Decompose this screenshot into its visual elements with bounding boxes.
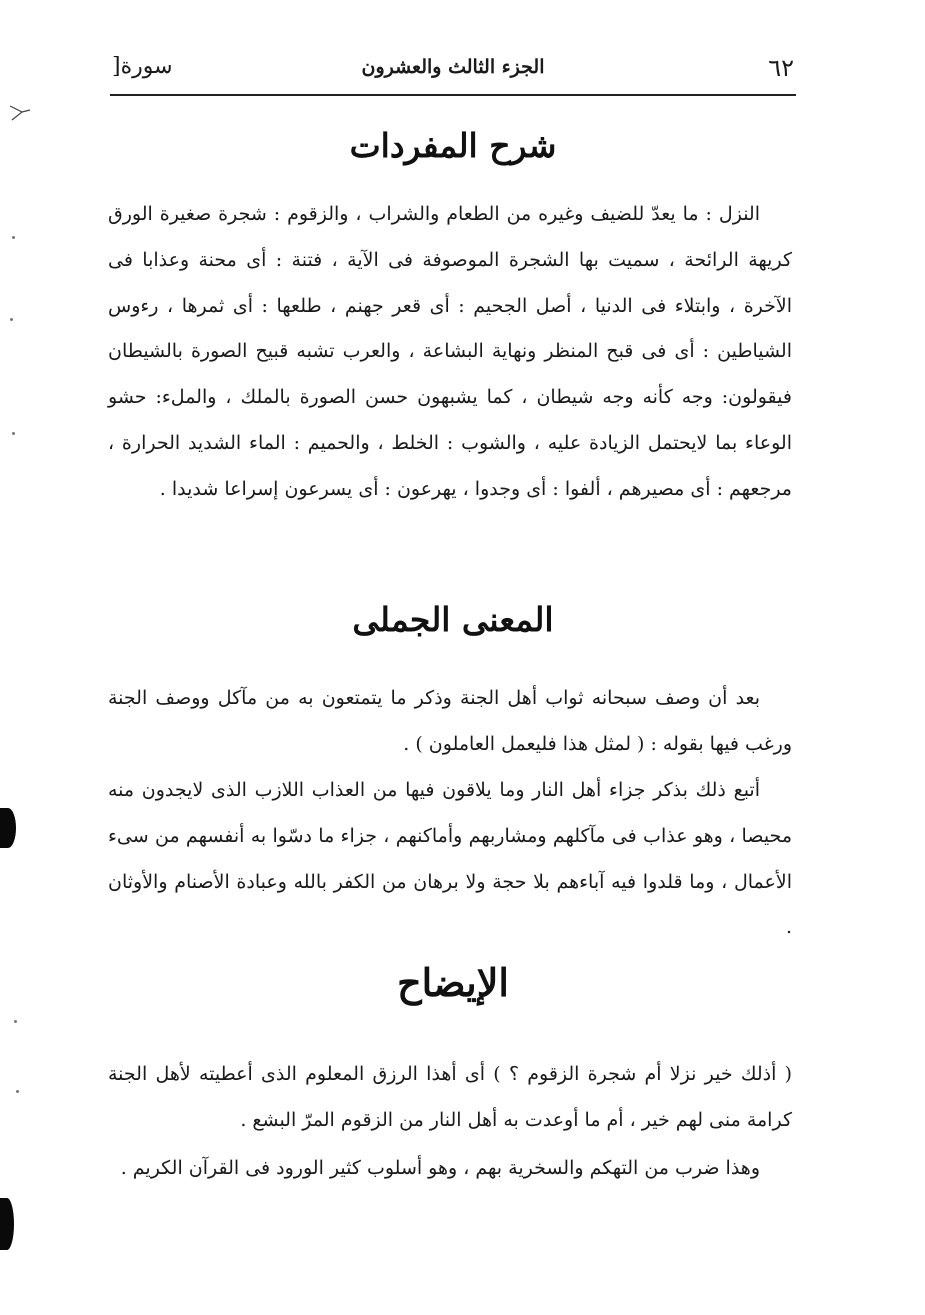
explanation-paragraph-1: ( أذلك خير نزلا أم شجرة الزقوم ؟ ) أى أهذا الرزق المعلوم الذى أعطيته لأهل الجنة كرامة منى لهم خير ، أم ما أوعدت به أهل النار من الزقوم المرّ البشع .: [108, 1063, 792, 1131]
scan-speck: [16, 1090, 19, 1093]
section-title-vocabulary: شرح المفردات: [349, 126, 557, 165]
page-number: ٦٢: [768, 54, 794, 82]
surah-label-group: [112, 54, 173, 79]
scan-speck: [12, 236, 15, 239]
section-title-general-meaning: المعنى الجملى: [352, 600, 554, 639]
vocabulary-paragraph: النزل : ما يعدّ للضيف وغيره من الطعام والشراب ، والزقوم : شجرة صغيرة الورق كريهة الرائحة ، سميت بها الشجرة الموصوفة فى الآية ، فتنة : أى محنة وعذابا فى الآخرة ، وابتلاء فى الدنيا ، أصل الجحيم : أى قعر جهنم ، طلعها : أى ثمرها ، رءوس الشياطين : أى فى قبح المنظر ونهاية البشاعة ، والعرب تشبه قبيح الصورة بالشيطان فيقولون: وجه كأنه وجه شيطان ، كما يشبهون حسن الصورة بالملك ، والملء: حشو الوعاء بما لايحتمل الزيادة عليه ، والشوب : الخلط ، والحميم : الماء الشديد الحرارة ، مرجعهم : أى مصيرهم ، ألفوا : أى وجدوا ، يهرعون : أى يسرعون إسراعا شديدا .: [108, 203, 793, 500]
part-title: الجزء الثالث والعشرون: [361, 56, 545, 78]
general-meaning-paragraph-1: بعد أن وصف سبحانه ثواب أهل الجنة وذكر ما يتمتعون به من مآكل ووصف الجنة ورغب فيها بقوله : ( لمثل هذا فليعمل العاملون ) .: [108, 687, 792, 755]
explanation-paragraph-2: وهذا ضرب من التهكم والسخرية بهم ، وهو أسلوب كثير الورود فى القرآن الكريم .: [120, 1157, 760, 1179]
running-header: [112, 44, 794, 94]
surah-label: سورة: [120, 54, 173, 79]
scan-ink-blot: [0, 808, 16, 848]
bracket-glyph: [: [112, 54, 121, 79]
scan-speck: [10, 318, 13, 321]
section-title-explanation: الإيضاح: [397, 960, 509, 1005]
general-meaning-paragraph-2: أتبع ذلك بذكر جزاء أهل النار وما يلاقون فيها من العذاب اللازب الذى لايجدون منه محيصا ، وهو عذاب فى مآكلهم ومشاربهم وأماكنهم ، جزاء ما دسّوا به أنفسهم من سىء الأعمال ، وما قلدوا فيه آباءهم بلا حجة ولا برهان من الكفر بالله وعبادة الأصنام والأوثان .: [108, 779, 792, 939]
scan-scratch-mark: [8, 102, 32, 124]
scan-speck: [12, 432, 15, 435]
scan-ink-blot: [0, 1198, 14, 1250]
header-rule: [110, 94, 796, 96]
scan-speck: [14, 1020, 17, 1023]
